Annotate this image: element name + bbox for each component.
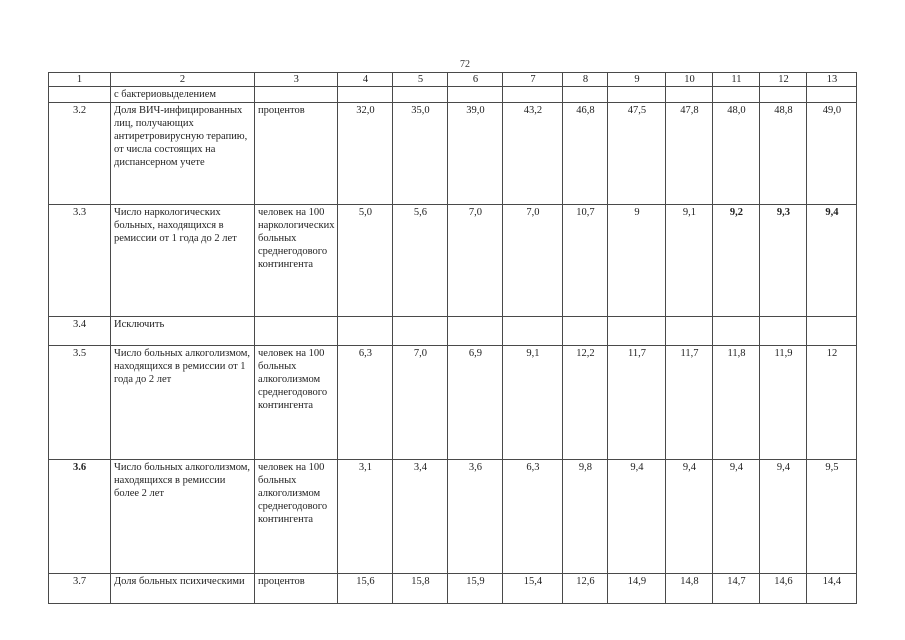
value-cell: 9,1 bbox=[666, 205, 713, 317]
value-cell: 5,6 bbox=[393, 205, 448, 317]
value-cell: 9,2 bbox=[713, 205, 760, 317]
column-number: 1 bbox=[49, 73, 111, 87]
value-cell bbox=[807, 317, 857, 346]
value-cell: 6,3 bbox=[503, 460, 563, 574]
column-number-row bbox=[49, 73, 857, 87]
value-cell: 14,6 bbox=[760, 574, 807, 604]
table-row bbox=[49, 460, 857, 574]
value-cell: 47,5 bbox=[608, 103, 666, 205]
value-cell bbox=[666, 317, 713, 346]
value-cell bbox=[608, 317, 666, 346]
value-cell: 9,5 bbox=[807, 460, 857, 574]
unit: человек на 100 наркологических больных среднегодового контингента bbox=[255, 205, 338, 317]
table-row bbox=[49, 103, 857, 205]
unit: процентов bbox=[255, 103, 338, 205]
row-number: 3.6 bbox=[49, 460, 111, 574]
value-cell bbox=[503, 87, 563, 103]
indicator-name: Число больных алкоголизмом, находящихся в ремиссии более 2 лет bbox=[111, 460, 255, 574]
value-cell: 48,8 bbox=[760, 103, 807, 205]
value-cell: 39,0 bbox=[448, 103, 503, 205]
row-number-cell bbox=[49, 87, 111, 103]
column-number: 4 bbox=[338, 73, 393, 87]
table-row bbox=[49, 317, 857, 346]
value-cell: 11,7 bbox=[666, 346, 713, 460]
value-cell: 35,0 bbox=[393, 103, 448, 205]
continuation-row bbox=[49, 87, 857, 103]
value-cell: 46,8 bbox=[563, 103, 608, 205]
column-number: 11 bbox=[713, 73, 760, 87]
value-cell bbox=[338, 317, 393, 346]
unit-cell bbox=[255, 87, 338, 103]
value-cell bbox=[563, 317, 608, 346]
value-cell: 12,6 bbox=[563, 574, 608, 604]
value-cell bbox=[807, 87, 857, 103]
column-number: 5 bbox=[393, 73, 448, 87]
value-cell bbox=[338, 87, 393, 103]
value-cell: 7,0 bbox=[448, 205, 503, 317]
value-cell: 9,4 bbox=[666, 460, 713, 574]
value-cell bbox=[760, 87, 807, 103]
value-cell: 15,4 bbox=[503, 574, 563, 604]
value-cell bbox=[393, 317, 448, 346]
value-cell: 14,9 bbox=[608, 574, 666, 604]
indicator-name: с бактериовыделением bbox=[111, 87, 255, 103]
value-cell: 43,2 bbox=[503, 103, 563, 205]
unit bbox=[255, 317, 338, 346]
value-cell: 5,0 bbox=[338, 205, 393, 317]
column-number: 13 bbox=[807, 73, 857, 87]
column-number: 3 bbox=[255, 73, 338, 87]
row-number: 3.2 bbox=[49, 103, 111, 205]
indicator-name: Исключить bbox=[111, 317, 255, 346]
value-cell: 9,4 bbox=[807, 205, 857, 317]
value-cell: 49,0 bbox=[807, 103, 857, 205]
indicator-name: Число больных алкоголизмом, находящихся в ремиссии от 1 года до 2 лет bbox=[111, 346, 255, 460]
value-cell bbox=[608, 87, 666, 103]
row-number: 3.4 bbox=[49, 317, 111, 346]
value-cell bbox=[563, 87, 608, 103]
unit: процентов bbox=[255, 574, 338, 604]
value-cell: 11,9 bbox=[760, 346, 807, 460]
value-cell: 15,9 bbox=[448, 574, 503, 604]
value-cell: 6,3 bbox=[338, 346, 393, 460]
page-number: 72 bbox=[460, 59, 470, 70]
value-cell: 14,4 bbox=[807, 574, 857, 604]
value-cell bbox=[666, 87, 713, 103]
value-cell bbox=[713, 317, 760, 346]
value-cell: 10,7 bbox=[563, 205, 608, 317]
value-cell: 3,1 bbox=[338, 460, 393, 574]
value-cell bbox=[448, 87, 503, 103]
table-row bbox=[49, 205, 857, 317]
value-cell: 12 bbox=[807, 346, 857, 460]
value-cell bbox=[760, 317, 807, 346]
row-number: 3.3 bbox=[49, 205, 111, 317]
row-number: 3.7 bbox=[49, 574, 111, 604]
value-cell: 48,0 bbox=[713, 103, 760, 205]
value-cell: 9,1 bbox=[503, 346, 563, 460]
value-cell: 9,4 bbox=[608, 460, 666, 574]
value-cell: 7,0 bbox=[393, 346, 448, 460]
column-number: 2 bbox=[111, 73, 255, 87]
value-cell: 15,8 bbox=[393, 574, 448, 604]
value-cell bbox=[713, 87, 760, 103]
column-number: 12 bbox=[760, 73, 807, 87]
value-cell: 14,7 bbox=[713, 574, 760, 604]
value-cell bbox=[503, 317, 563, 346]
indicators-table bbox=[48, 72, 857, 604]
value-cell bbox=[448, 317, 503, 346]
column-number: 6 bbox=[448, 73, 503, 87]
value-cell: 7,0 bbox=[503, 205, 563, 317]
value-cell: 9,3 bbox=[760, 205, 807, 317]
value-cell: 9,8 bbox=[563, 460, 608, 574]
value-cell: 15,6 bbox=[338, 574, 393, 604]
value-cell bbox=[393, 87, 448, 103]
indicator-name: Доля ВИЧ-инфицированных лиц, получающих антиретровирусную терапию, от числа состоящих на диспансерном учете bbox=[111, 103, 255, 205]
value-cell: 12,2 bbox=[563, 346, 608, 460]
column-number: 7 bbox=[503, 73, 563, 87]
value-cell: 11,7 bbox=[608, 346, 666, 460]
value-cell: 9,4 bbox=[760, 460, 807, 574]
column-number: 8 bbox=[563, 73, 608, 87]
unit: человек на 100 больных алкоголизмом среднегодового контингента bbox=[255, 460, 338, 574]
value-cell: 14,8 bbox=[666, 574, 713, 604]
value-cell: 32,0 bbox=[338, 103, 393, 205]
value-cell: 11,8 bbox=[713, 346, 760, 460]
value-cell: 47,8 bbox=[666, 103, 713, 205]
value-cell: 3,4 bbox=[393, 460, 448, 574]
column-number: 9 bbox=[608, 73, 666, 87]
table-row bbox=[49, 346, 857, 460]
table-row bbox=[49, 574, 857, 604]
value-cell: 6,9 bbox=[448, 346, 503, 460]
indicator-name: Доля больных психическими bbox=[111, 574, 255, 604]
value-cell: 9,4 bbox=[713, 460, 760, 574]
value-cell: 3,6 bbox=[448, 460, 503, 574]
row-number: 3.5 bbox=[49, 346, 111, 460]
value-cell: 9 bbox=[608, 205, 666, 317]
indicator-name: Число наркологических больных, находящихся в ремиссии от 1 года до 2 лет bbox=[111, 205, 255, 317]
unit: человек на 100 больных алкоголизмом среднегодового контингента bbox=[255, 346, 338, 460]
column-number: 10 bbox=[666, 73, 713, 87]
